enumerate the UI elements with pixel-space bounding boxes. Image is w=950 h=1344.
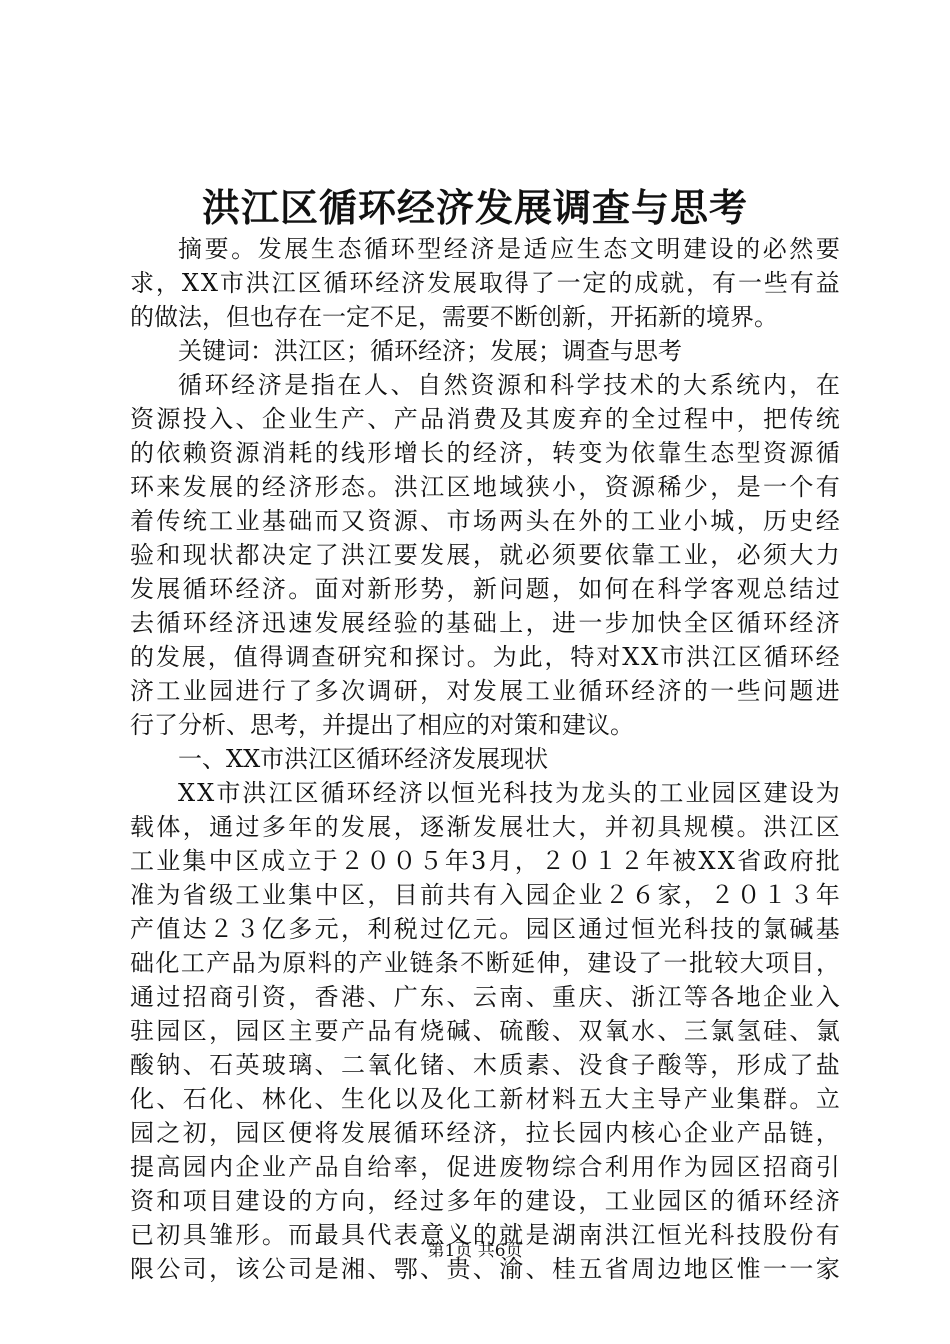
body-line: 一、XX市洪江区循环经济发展现状: [178, 745, 549, 773]
body-line: 验 和 现 状 都 决 定 了 洪 江 要 发 展 ， 就 必 须 要 依 靠 工 业 ， 必 须 大 力: [130, 541, 840, 569]
body-line: 的做法，但也存在一定不足，需要不断创新，开拓新的境界。: [130, 303, 778, 331]
body-line: 济 工 业 园 进 行 了 多 次 调 研 ， 对 发 展 工 业 循 环 经 济 的 一 些 问 题 进: [130, 677, 840, 705]
body-line: 的 发 展 ， 值 得 调 查 研 究 和 探 讨 。 为 此 ， 特 对 X X 市 洪 江 区 循 环 经: [130, 643, 840, 671]
body-line: 资 源 投 入 、 企 业 生 产 、 产 品 消 费 及 其 废 弃 的 全 过 程 中 ， 把 传 统: [130, 405, 840, 433]
body-line: 关键词：洪江区；循环经济；发展；调查与思考: [178, 337, 682, 365]
document-body: [130, 232, 840, 1286]
body-line: 化 、 石 化 、 林 化 、 生 化 以 及 化 工 新 材 料 五 大 主 导 产 业 集 群 。 立: [130, 1085, 840, 1113]
body-line: 驻 园 区 ， 园 区 主 要 产 品 有 烧 碱 、 硫 酸 、 双 氧 水 、 三 氯 氢 硅 、 氯: [130, 1017, 840, 1045]
body-line: 酸 钠 、 石 英 玻 璃 、 二 氧 化 锗 、 木 质 素 、 没 食 子 酸 等 ， 形 成 了 盐: [130, 1051, 840, 1079]
body-line: 工 业 集 中 区 成 立 于 ２ ０ ０ ５ 年 3 月 ， ２ ０ １ ２ 年 被 X X 省 政 府 批: [130, 847, 840, 875]
body-line: 载 体 ， 通 过 多 年 的 发 展 ， 逐 渐 发 展 壮 大 ， 并 初 具 规 模 。 洪 江 区: [130, 813, 840, 841]
body-line: 限 公 司 ， 该 公 司 是 湘 、 鄂 、 贵 、 渝 、 桂 五 省 周 边 地 区 惟 一 一 家: [130, 1255, 840, 1283]
body-line: 产 值 达 ２ ３ 亿 多 元 ， 利 税 过 亿 元 。 园 区 通 过 恒 光 科 技 的 氯 碱 基: [130, 915, 840, 943]
body-line: 行了分析、思考，并提出了相应的对策和建议。: [130, 711, 634, 739]
body-line: X X 市 洪 江 区 循 环 经 济 以 恒 光 科 技 为 龙 头 的 工 业 园 区 建 设 为: [178, 779, 840, 807]
body-line: 循 环 经 济 是 指 在 人 、 自 然 资 源 和 科 学 技 术 的 大 系 统 内 ， 在: [178, 371, 840, 399]
body-line: 求 ， X X 市 洪 江 区 循 环 经 济 发 展 取 得 了 一 定 的 成 就 ， 有 一 些 有 益: [130, 269, 840, 297]
body-line: 去 循 环 经 济 迅 速 发 展 经 验 的 基 础 上 ， 进 一 步 加 快 全 区 循 环 经 济: [130, 609, 840, 637]
body-line: 的 依 赖 资 源 消 耗 的 线 形 增 长 的 经 济 ， 转 变 为 依 靠 生 态 型 资 源 循: [130, 439, 840, 467]
document-title: 洪江区循环经济发展调查与思考: [201, 185, 748, 230]
body-line: 摘 要 。 发 展 生 态 循 环 型 经 济 是 适 应 生 态 文 明 建 设 的 必 然 要: [178, 235, 840, 263]
body-line: 通 过 招 商 引 资 ， 香 港 、 广 东 、 云 南 、 重 庆 、 浙 江 等 各 地 企 业 入: [130, 983, 840, 1011]
body-line: 资 和 项 目 建 设 的 方 向 ， 经 过 多 年 的 建 设 ， 工 业 园 区 的 循 环 经 济: [130, 1187, 840, 1215]
body-line: 已 初 具 雏 形 。 而 最 具 代 表 意 义 的 就 是 湖 南 洪 江 恒 光 科 技 股 份 有: [130, 1221, 840, 1249]
page-footer: 第1页 共6页: [427, 1241, 523, 1261]
body-line: 环 来 发 展 的 经 济 形 态 。 洪 江 区 地 域 狭 小 ， 资 源 稀 少 ， 是 一 个 有: [130, 473, 840, 501]
body-line: 园 之 初 ， 园 区 便 将 发 展 循 环 经 济 ， 拉 长 园 内 核 心 企 业 产 品 链 ，: [130, 1119, 840, 1147]
body-line: 着 传 统 工 业 基 础 而 又 资 源 、 市 场 两 头 在 外 的 工 业 小 城 ， 历 史 经: [130, 507, 840, 535]
body-line: 准 为 省 级 工 业 集 中 区 ， 目 前 共 有 入 园 企 业 ２ ６ 家 ， ２ ０ １ ３ 年: [130, 881, 840, 909]
body-line: 发 展 循 环 经 济 。 面 对 新 形 势 ， 新 问 题 ， 如 何 在 科 学 客 观 总 结 过: [130, 575, 840, 603]
body-line: 提 高 园 内 企 业 产 品 自 给 率 ， 促 进 废 物 综 合 利 用 作 为 园 区 招 商 引: [130, 1153, 840, 1181]
body-line: 础 化 工 产 品 为 原 料 的 产 业 链 条 不 断 延 伸 ， 建 设 了 一 批 较 大 项 目 ，: [130, 949, 840, 977]
